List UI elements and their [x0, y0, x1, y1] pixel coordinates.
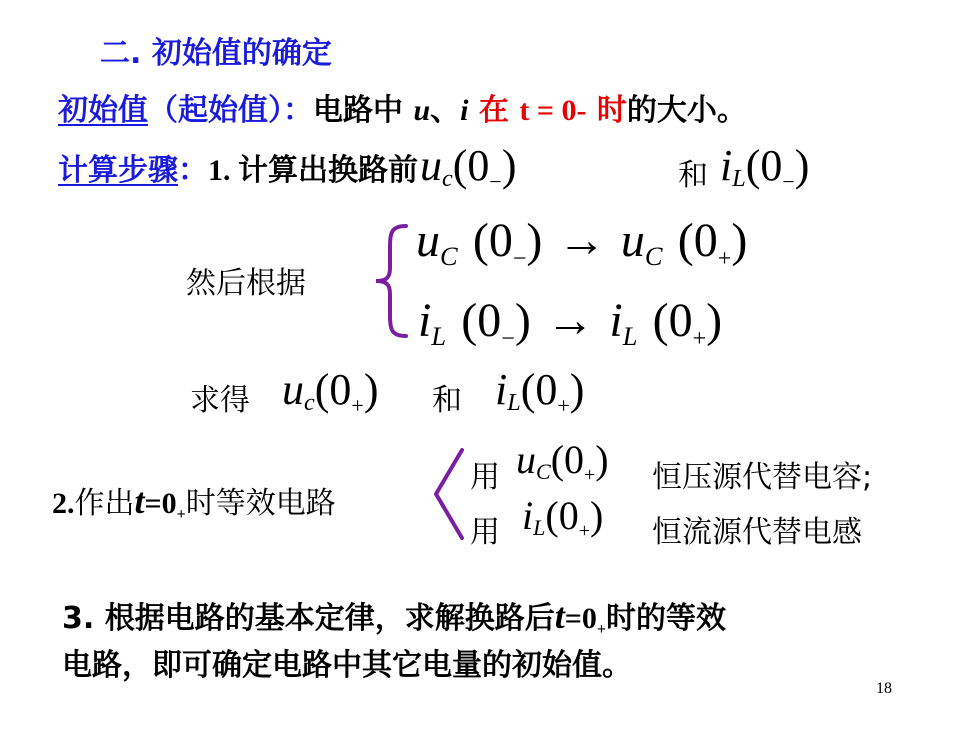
math-i: i	[495, 365, 508, 414]
step1-prefix: 1.	[208, 154, 238, 187]
definition-t-expr: t = 0-	[519, 94, 587, 127]
math-i: i	[418, 294, 432, 347]
math-plus: +	[557, 392, 570, 418]
section-title: 二. 初始值的确定	[100, 36, 332, 71]
il-transition-expr	[418, 292, 723, 352]
step3-plus: +	[596, 621, 606, 638]
replace-inductor: 恒流源代替电感	[652, 515, 862, 550]
math-zero: 0	[693, 214, 718, 267]
step2-eq: =0	[144, 487, 177, 520]
definition-u: u	[413, 94, 431, 127]
math-lp: (	[677, 214, 694, 267]
uc-0plus-expr	[282, 364, 379, 418]
uc-0plus-small-expr	[516, 436, 609, 486]
step3-eq: =0	[564, 602, 597, 635]
definition-zai: 在	[468, 93, 520, 128]
math-rp: )	[514, 294, 531, 347]
math-rp: )	[794, 141, 810, 190]
math-rp: )	[363, 365, 379, 414]
math-u: u	[282, 365, 304, 414]
step2-prefix: 2.	[52, 487, 75, 520]
math-lp: (	[314, 365, 330, 414]
math-sub-C: C	[644, 241, 663, 272]
math-u: u	[420, 141, 442, 190]
math-zero: 0	[668, 294, 693, 347]
definition-alt: （起始值）	[148, 93, 283, 128]
math-lp: (	[550, 437, 565, 482]
math-lp: (	[545, 493, 559, 538]
math-u: u	[516, 437, 536, 482]
definition-term: 初始值	[58, 93, 148, 128]
il-0plus-expr	[495, 364, 585, 418]
arrow-icon: →	[546, 294, 595, 347]
step3-line1	[62, 593, 726, 637]
definition-sep: 、	[430, 93, 461, 128]
math-i: i	[609, 294, 623, 347]
step3-line1-end: 时的等效	[605, 601, 726, 636]
math-rp: )	[595, 437, 609, 482]
step3-t: t	[554, 596, 565, 636]
big-brace	[368, 222, 414, 340]
math-sub-c: c	[442, 165, 453, 193]
step3-line1-text: 3. 根据电路的基本定律，求解换路后	[62, 601, 555, 636]
definition-text-a: 电路中	[313, 93, 414, 128]
math-zero: 0	[558, 493, 579, 538]
math-lp: (	[461, 294, 478, 347]
math-zero: 0	[329, 365, 352, 414]
definition-shi: 时	[586, 93, 627, 128]
math-sub-L: L	[533, 514, 546, 540]
math-zero: 0	[477, 294, 502, 347]
math-minus: −	[501, 325, 515, 352]
math-plus: +	[351, 392, 364, 418]
uc-0minus-expr	[420, 140, 517, 194]
math-rp: )	[501, 141, 517, 190]
math-sub-L: L	[507, 389, 521, 417]
math-plus: +	[578, 520, 590, 542]
il-0minus-expr	[720, 140, 810, 194]
steps-colon: ：	[178, 153, 208, 188]
math-i: i	[720, 141, 733, 190]
step2-text-b: 时等效电路	[185, 486, 336, 521]
step2-plus: +	[176, 506, 186, 523]
il-0plus-small-expr	[522, 492, 604, 542]
step1-text: 计算出换路前	[238, 153, 418, 188]
math-plus: +	[717, 245, 732, 272]
math-zero: 0	[535, 365, 558, 414]
obtain-he: 和	[432, 383, 462, 418]
obtain-label: 求得	[190, 383, 250, 418]
math-sub-C: C	[536, 458, 551, 484]
steps-label: 计算步骤	[58, 153, 178, 188]
page-number: 18	[876, 680, 892, 697]
step1-line	[58, 145, 418, 189]
step2-t: t	[134, 481, 145, 521]
math-sub-L: L	[732, 165, 746, 193]
math-lp: (	[452, 141, 468, 190]
math-rp: )	[589, 493, 604, 538]
math-u: u	[620, 214, 645, 267]
definition-colon: ：	[283, 93, 313, 128]
math-sub-L: L	[431, 321, 447, 352]
definition-text-b: 的大小。	[626, 93, 747, 128]
math-lp: (	[472, 214, 489, 267]
math-plus: +	[692, 325, 707, 352]
arrow-icon: →	[557, 214, 606, 267]
uc-transition-expr	[416, 212, 748, 272]
math-rp: )	[569, 365, 585, 414]
math-lp: (	[520, 365, 536, 414]
small-brace	[428, 444, 468, 544]
use-label-1: 用	[470, 460, 500, 495]
use-label-2: 用	[470, 515, 500, 550]
definition-i: i	[460, 94, 469, 127]
math-rp: )	[526, 214, 543, 267]
math-zero: 0	[488, 214, 513, 267]
math-minus: −	[782, 168, 795, 194]
math-sub-C: C	[440, 241, 458, 272]
math-sub-c: c	[304, 389, 315, 417]
math-u: u	[416, 214, 440, 267]
math-rp: )	[706, 294, 723, 347]
math-i: i	[522, 493, 534, 538]
step2-line	[52, 478, 336, 522]
replace-capacitor: 恒压源代替电容;	[652, 460, 873, 495]
math-zero: 0	[564, 437, 585, 482]
math-zero: 0	[467, 141, 490, 190]
math-lp: (	[652, 294, 669, 347]
math-rp: )	[731, 214, 748, 267]
math-minus: −	[512, 245, 527, 272]
math-minus: −	[489, 168, 502, 194]
then-according: 然后根据	[186, 266, 306, 301]
step3-line2: 电路，即可确定电路中其它电量的初始值。	[62, 648, 632, 683]
math-lp: (	[745, 141, 761, 190]
step1-he: 和	[678, 158, 708, 193]
math-zero: 0	[760, 141, 783, 190]
definition-line	[58, 85, 747, 129]
step2-text-a: 作出	[74, 486, 135, 521]
math-sub-L: L	[622, 321, 638, 352]
math-plus: +	[584, 464, 596, 486]
